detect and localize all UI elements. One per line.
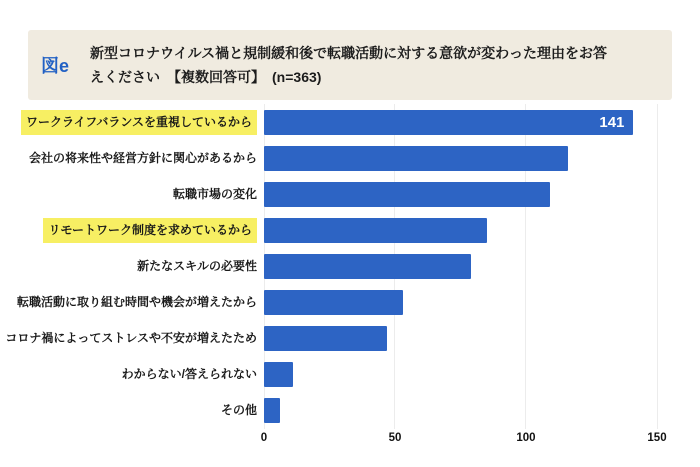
chart-title	[90, 41, 607, 89]
bar	[264, 110, 633, 135]
chart-title-line-1: 新型コロナウイルス禍と規制緩和後で転職活動に対する意欲が変わった理由をお答	[90, 45, 608, 61]
chart-rows	[0, 104, 700, 428]
category-label-cell	[0, 151, 264, 166]
category-label: ワークライフバランスを重視しているから	[21, 110, 257, 135]
bar	[264, 218, 487, 243]
category-label: わからない/答えられない	[121, 366, 257, 381]
chart-row	[0, 320, 700, 356]
category-label-cell	[0, 331, 264, 346]
bar-chart	[0, 104, 700, 460]
bar	[264, 362, 293, 387]
category-label: その他	[220, 402, 257, 417]
category-label: コロナ禍によってストレスや不安が増えたため	[5, 330, 257, 345]
bar-track	[264, 362, 657, 387]
x-tick-150: 150	[647, 432, 667, 444]
x-tick-100: 100	[516, 432, 536, 444]
category-label-cell	[0, 110, 264, 135]
chart-row	[0, 392, 700, 428]
chart-row	[0, 248, 700, 284]
bar-track	[264, 290, 657, 315]
bar	[264, 182, 550, 207]
category-label-cell	[0, 367, 264, 382]
bar-track	[264, 182, 657, 207]
chart-row	[0, 212, 700, 248]
bar-track	[264, 110, 657, 135]
chart-row	[0, 356, 700, 392]
chart-title-line-2: えください 【複数回答可】 (n=363)	[90, 69, 322, 85]
category-label-cell	[0, 295, 264, 310]
category-label: 転職市場の変化	[172, 186, 257, 201]
x-axis	[260, 432, 667, 448]
bar-value-label: 141	[599, 113, 625, 131]
figure-label: 図e	[41, 56, 70, 76]
bar-track	[264, 146, 657, 171]
category-label-cell	[0, 259, 264, 274]
category-label: 新たなスキルの必要性	[137, 258, 257, 273]
x-tick-50: 50	[388, 432, 402, 444]
bar	[264, 290, 403, 315]
bar	[264, 146, 568, 171]
category-label-cell	[0, 187, 264, 202]
category-label: 転職活動に取り組む時間や機会が増えたから	[16, 294, 257, 309]
category-label-cell	[0, 403, 264, 418]
bar	[264, 398, 280, 423]
bar-track	[264, 326, 657, 351]
bar-track	[264, 218, 657, 243]
bar	[264, 254, 471, 279]
x-tick-0: 0	[260, 432, 268, 444]
bar	[264, 326, 387, 351]
chart-row	[0, 140, 700, 176]
chart-header	[28, 30, 672, 100]
chart-row	[0, 284, 700, 320]
chart-row	[0, 104, 700, 140]
category-label-cell	[0, 218, 264, 243]
chart-row	[0, 176, 700, 212]
category-label: 会社の将来性や経営方針に関心があるから	[28, 150, 257, 165]
bar-track	[264, 254, 657, 279]
category-label: リモートワーク制度を求めているから	[43, 218, 257, 243]
bar-track	[264, 398, 657, 423]
